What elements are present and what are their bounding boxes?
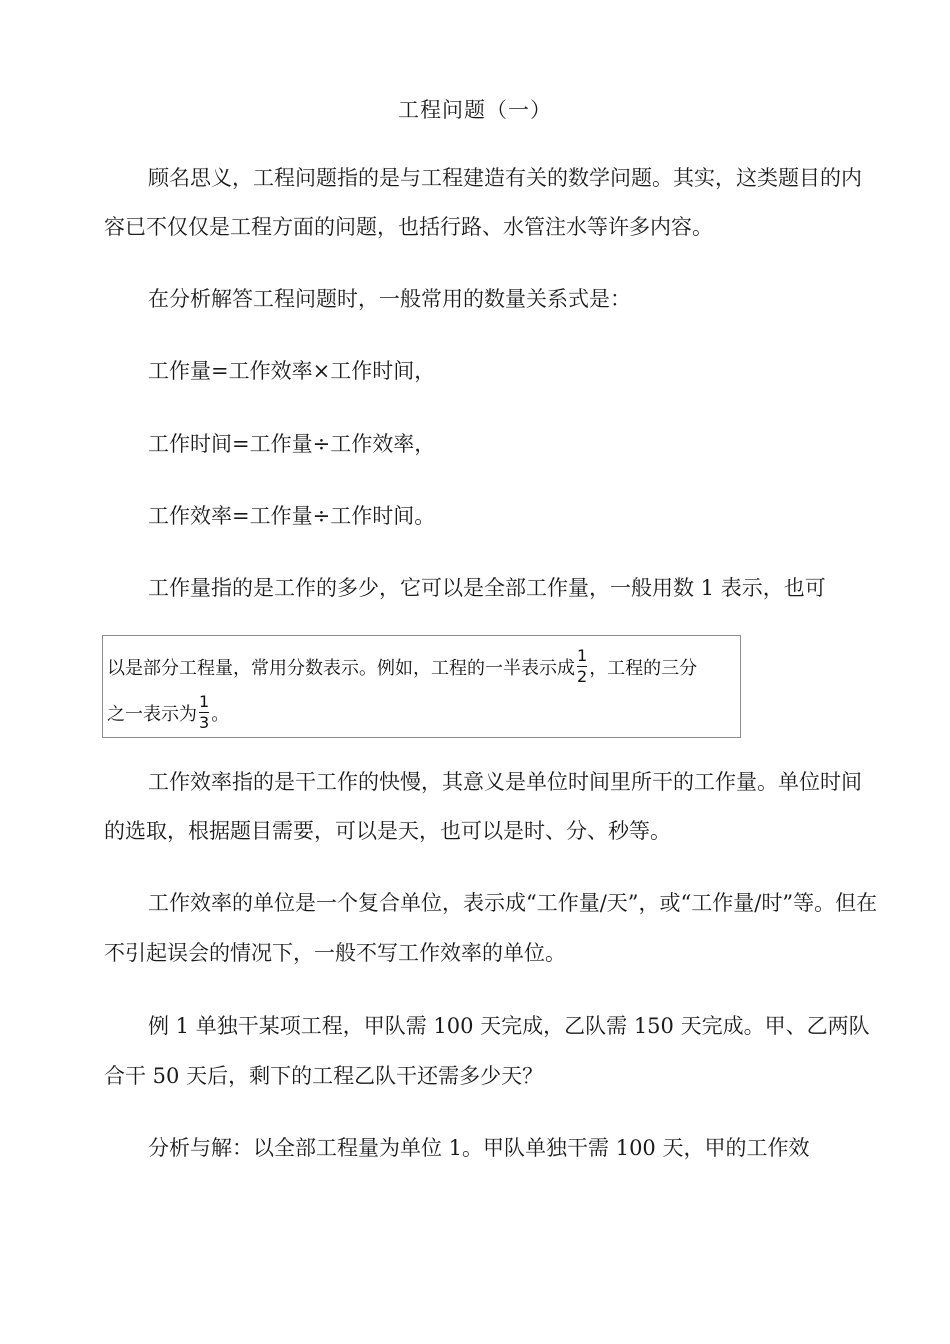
page-title: 工程问题（一） (398, 98, 552, 122)
paragraph-line: 工作效率的单位是一个复合单位，表示成“工作量/天”，或“工作量/时”等。但在 (148, 891, 878, 915)
box-row-1 (107, 648, 697, 685)
example-line: 例 1 单独干某项工程，甲队需 100 天完成，乙队需 150 天完成。甲、乙两队 (148, 1014, 870, 1038)
analysis-line: 分析与解：以全部工程量为单位 1。甲队单独干需 100 天，甲的工作效 (148, 1136, 810, 1160)
paragraph-line: 不引起误会的情况下，一般不写工作效率的单位。 (104, 941, 566, 965)
fraction-example-box (102, 635, 741, 738)
example-line: 合干 50 天后，剩下的工程乙队干还需多少天？ (104, 1064, 544, 1088)
box-row-tail: ，工程的三分 (589, 657, 698, 679)
formula-line: 工作量=工作效率×工作时间， (148, 359, 436, 383)
fraction-denominator: 3 (199, 713, 210, 732)
paragraph-line: 顾名思义，工程问题指的是与工程建造有关的数学问题。其实，这类题目的内 (148, 166, 862, 190)
paragraph-line: 容已不仅仅是工程方面的问题，也括行路、水管注水等许多内容。 (104, 215, 713, 239)
fraction-one-third (199, 694, 209, 731)
fraction-denominator: 2 (577, 667, 588, 686)
formula-line: 工作效率=工作量÷工作时间。 (148, 504, 436, 528)
paragraph-line: 的选取，根据题目需要，可以是天，也可以是时、分、秒等。 (104, 819, 671, 843)
fraction-one-half (577, 648, 587, 685)
formula-line: 工作时间=工作量÷工作效率， (148, 432, 436, 456)
fraction-numerator: 1 (577, 646, 588, 665)
box-row-tail: 。 (211, 703, 230, 725)
box-row-text: 之一表示为 (107, 703, 197, 725)
box-row-text: 以是部分工程量，常用分数表示。例如，工程的一半表示成 (107, 657, 575, 679)
paragraph-line: 工作效率指的是干工作的快慢，其意义是单位时间里所干的工作量。单位时间 (148, 770, 862, 794)
paragraph-line: 工作量指的是工作的多少，它可以是全部工作量，一般用数 1 表示，也可 (148, 576, 826, 600)
fraction-numerator: 1 (199, 692, 210, 711)
paragraph-line: 在分析解答工程问题时，一般常用的数量关系式是： (148, 287, 631, 311)
box-row-2 (107, 694, 229, 731)
